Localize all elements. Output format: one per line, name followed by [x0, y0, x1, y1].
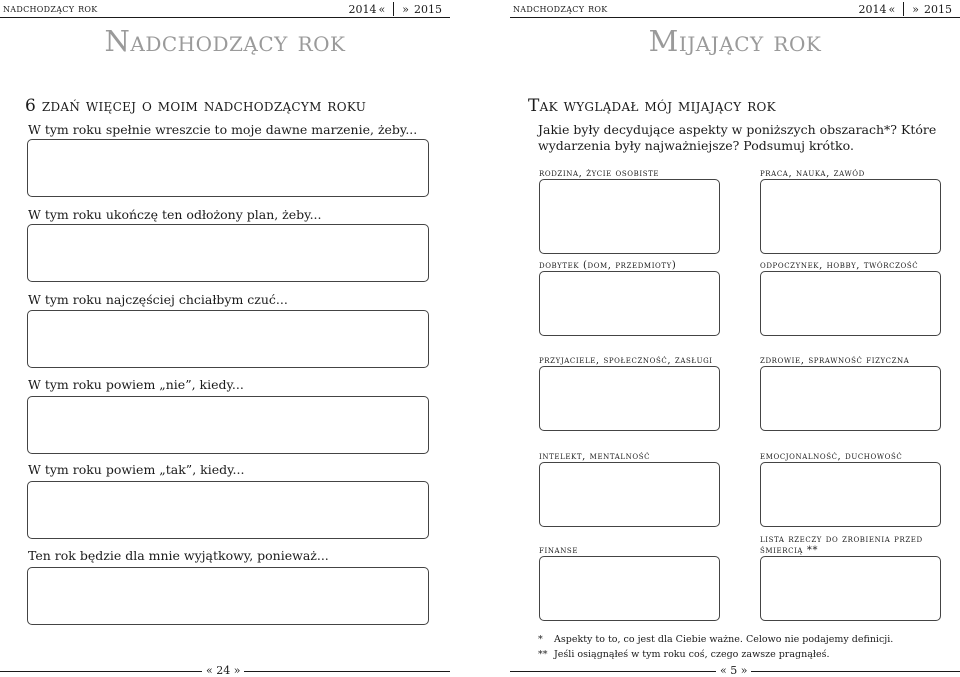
answer-box-leisure[interactable]: [760, 271, 941, 336]
header-label: nadchodzący rok: [3, 2, 98, 15]
answer-box-finances[interactable]: [539, 556, 720, 621]
footnote-text: Jeśli osiągnąłeś w tym roku coś, czego zawsze pragnąłeś.: [554, 649, 830, 660]
nav-next-link[interactable]: »: [912, 2, 919, 16]
right-page: [510, 0, 960, 677]
year-navigation: [859, 2, 952, 16]
nav-prev-link[interactable]: «: [378, 2, 386, 16]
footnote-mark: *: [538, 634, 543, 645]
header-label: nadchodzący rok: [513, 2, 608, 15]
footnote-mark: **: [538, 649, 548, 660]
category-label-finances: finanse: [539, 545, 579, 556]
page-title: Nadchodzący rok: [104, 24, 346, 58]
page-title: Mijający rok: [648, 24, 822, 58]
year-prev: 2014: [858, 2, 887, 16]
footnote-text: Aspekty to to, co jest dla Ciebie ważne. Celowo nie podajemy definicji.: [554, 634, 894, 645]
nav-next-link[interactable]: »: [402, 2, 409, 16]
category-label-health: zdrowie, sprawność fizyczna: [760, 355, 910, 366]
prompt-special: Ten rok będzie dla mnie wyjątkowy, ponieważ...: [28, 548, 329, 563]
left-page: [0, 0, 450, 677]
footnote-1: [538, 632, 893, 647]
nav-divider: [393, 2, 394, 16]
prompt-feel: W tym roku najczęściej chciałbym czuć...: [28, 292, 288, 307]
intro-text: Jakie były decydujące aspekty w poniższych obszarach*? Które wydarzenia były najważniejsze? Podsumuj krótko.: [538, 122, 937, 153]
answer-box-health[interactable]: [760, 366, 941, 431]
answer-box-plan[interactable]: [27, 224, 429, 282]
footnotes: [538, 632, 893, 662]
running-header: [0, 2, 450, 16]
category-label-friends: przyjaciele, społeczność, zasługi: [539, 355, 713, 366]
section-title: Tak wyglądał mój mijający rok: [528, 96, 776, 116]
section-title: 6 zdań więcej o moim nadchodzącym roku: [25, 96, 367, 116]
header-rule: [510, 17, 960, 18]
year-next: 2015: [414, 2, 442, 16]
footnote-2: [538, 647, 893, 662]
answer-box-say-yes[interactable]: [27, 481, 429, 539]
category-label-leisure: odpoczynek, hobby, twórczość: [760, 260, 919, 271]
category-label-bucket-list: lista rzeczy do zrobienia przed śmiercią **: [760, 534, 923, 556]
category-label-possessions: dobytek (dom, przedmioty): [539, 260, 677, 271]
year-navigation: [349, 2, 442, 16]
answer-box-emotions[interactable]: [760, 462, 941, 527]
answer-box-feel[interactable]: [27, 310, 429, 368]
answer-box-bucket-list[interactable]: [760, 556, 941, 621]
category-label-work: praca, nauka, zawód: [760, 168, 865, 179]
category-label-intellect: intelekt, mentalność: [539, 451, 651, 462]
running-header: [510, 2, 960, 16]
category-label-family: rodzina, życie osobiste: [539, 168, 660, 179]
header-rule: [0, 17, 450, 18]
page-number: « 24 »: [202, 664, 244, 677]
page-number: « 5 »: [716, 664, 751, 677]
year-next: 2015: [924, 2, 952, 16]
answer-box-intellect[interactable]: [539, 462, 720, 527]
nav-prev-link[interactable]: «: [888, 2, 896, 16]
year-prev: 2014: [348, 2, 377, 16]
answer-box-say-no[interactable]: [27, 396, 429, 454]
answer-box-special[interactable]: [27, 567, 429, 625]
prompt-dream: W tym roku spełnie wreszcie to moje dawne marzenie, żeby...: [28, 122, 418, 137]
answer-box-dream[interactable]: [27, 139, 429, 197]
prompt-say-yes: W tym roku powiem „tak”, kiedy...: [28, 462, 245, 477]
prompt-plan: W tym roku ukończę ten odłożony plan, żeby...: [28, 207, 322, 222]
category-label-emotions: emocjonalność, duchowość: [760, 451, 903, 462]
answer-box-friends[interactable]: [539, 366, 720, 431]
answer-box-possessions[interactable]: [539, 271, 720, 336]
prompt-say-no: W tym roku powiem „nie”, kiedy...: [28, 377, 244, 392]
answer-box-family[interactable]: [539, 179, 720, 254]
nav-divider: [903, 2, 904, 16]
answer-box-work[interactable]: [760, 179, 941, 254]
